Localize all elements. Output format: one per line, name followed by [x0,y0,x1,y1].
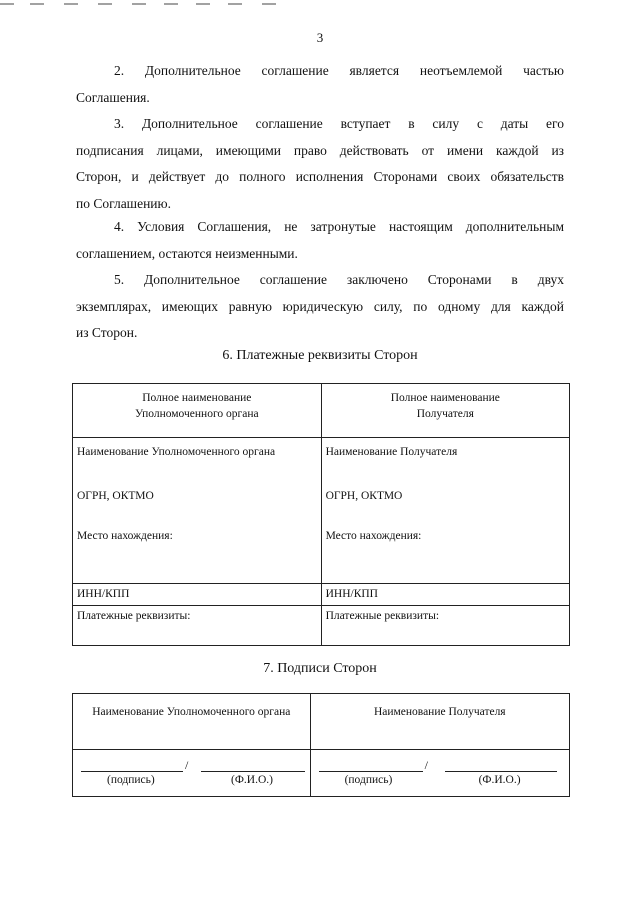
left-signature-caption: (подпись) [107,774,155,786]
right-header-line: Полное наименование [390,392,500,404]
right-payment-cell: Платежные реквизиты: [321,606,569,646]
right-slash: / [424,758,428,772]
paragraph-3 [76,111,564,217]
right-fio-line [445,771,557,772]
left-info-cell [73,438,322,584]
page-number: 3 [316,30,324,45]
right-signature-line [319,771,423,772]
right-signature-cell [310,694,569,797]
signatures-table [72,693,570,797]
left-signer-name: Наименование Уполномоченного органа [92,706,291,718]
left-ogrn: ОГРН, ОКТМО [77,490,154,502]
paragraph-line: из Сторон. [76,325,138,340]
right-header-cell [321,384,569,438]
paragraph-line: подписания лицами, имеющими право действовать от имени каждой из [76,142,564,158]
section7-title: 7. Подписи Сторон [263,661,377,676]
section6-title: 6. Платежные реквизиты Сторон [222,348,418,363]
left-location: Место нахождения: [77,530,173,542]
left-org-name: Наименование Уполномоченного органа [77,446,276,458]
left-signature-line [81,771,183,772]
right-signature-caption: (подпись) [344,774,393,786]
paragraph-5 [76,267,564,347]
paragraph-line: экземплярах, имеющих равную юридическую силу, по одному для каждой [76,298,564,314]
paragraph-2 [76,58,564,111]
right-ogrn: ОГРН, ОКТМО [325,490,403,502]
paragraph-line: Сторон, и действует до полного исполнения Сторонами своих обязательств [76,169,564,184]
left-header-line: Уполномоченного органа [134,408,259,420]
paragraph-line: Соглашения. [76,89,150,105]
right-info-cell [321,438,569,584]
right-location: Место нахождения: [325,530,422,542]
left-payment-cell: Платежные реквизиты: [73,606,322,646]
payment-requisites-table [72,383,570,646]
right-header-line: Получателя [416,408,474,420]
paragraph-line: 4. Условия Соглашения, не затронутые настоящим дополнительным [114,219,564,234]
left-header-line: Полное наименование [142,392,252,404]
right-signature-divider [311,749,569,750]
paragraph-line: 2. Дополнительное соглашение является неотъемлемой частью [114,63,564,78]
right-signer-name: Наименование Получателя [373,706,506,718]
right-inn-cell: ИНН/КПП [321,584,569,606]
paragraph-4 [76,214,564,267]
paragraph-line: соглашением, остаются неизменными. [76,245,298,261]
left-fio-caption: (Ф.И.О.) [231,774,273,786]
left-header-cell [73,384,322,438]
paragraph-line: 3. Дополнительное соглашение вступает в силу с даты его [114,116,564,131]
top-dash-line [0,0,290,8]
right-fio-caption: (Ф.И.О.) [478,774,521,786]
left-inn-cell: ИНН/КПП [73,584,322,606]
right-org-name: Наименование Получателя [325,446,458,458]
paragraph-line: 5. Дополнительное соглашение заключено Сторонами в двух [114,272,564,287]
left-signature-divider [73,749,310,750]
paragraph-line: по Соглашению. [76,195,171,211]
left-slash: / [185,758,189,772]
left-signature-cell [73,694,311,797]
left-fio-line [201,771,305,772]
